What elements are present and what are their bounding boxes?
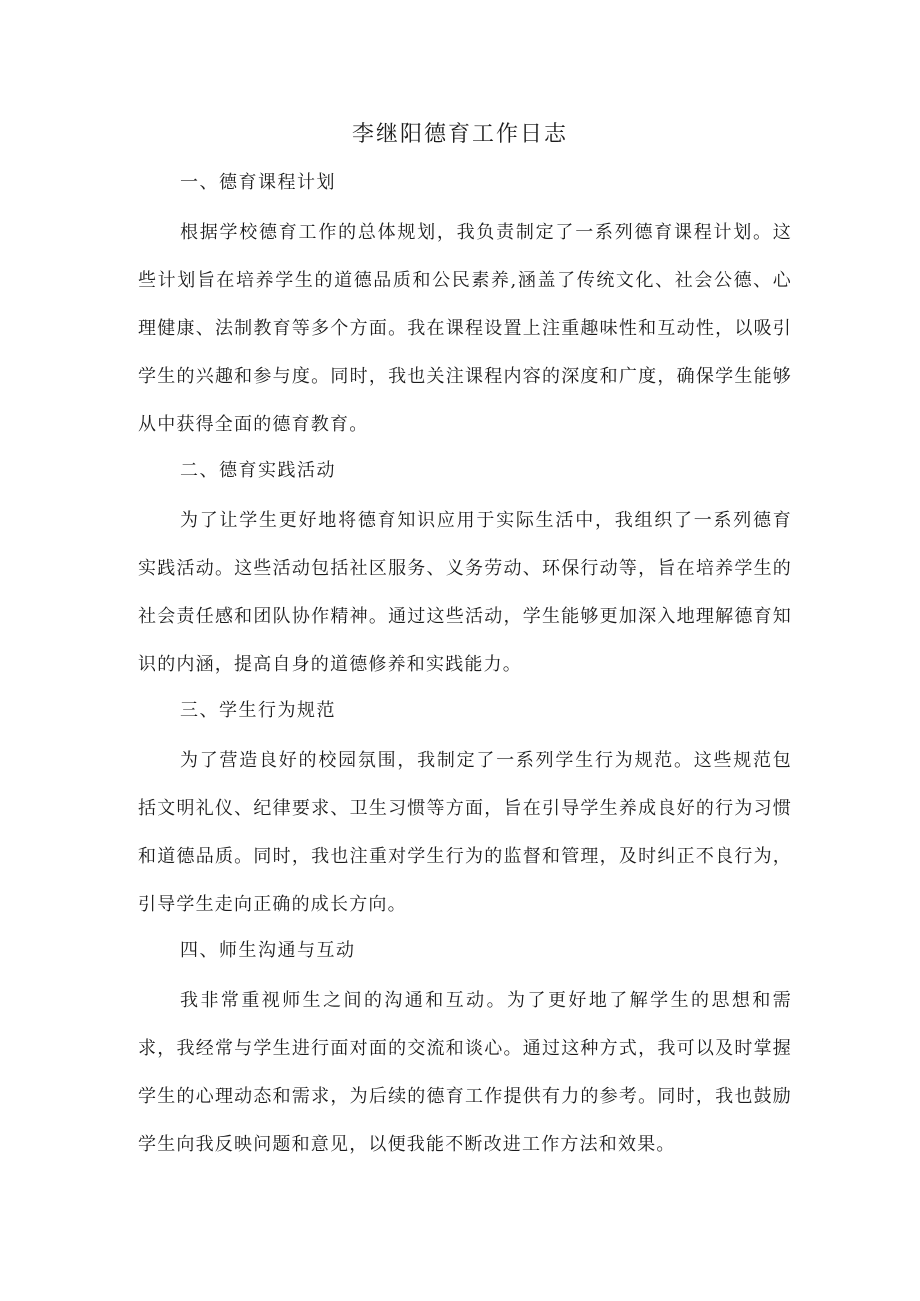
section-heading-4: 四、师生沟通与互动 [180,940,356,961]
page-title: 李继阳德育工作日志 [351,122,568,147]
section-paragraph-4: 我非常重视师生之间的沟通和互动。为了更好地了解学生的思想和需求，我经常与学生进行面对面的交流和谈心。通过这种方式，我可以及时掌握学生的心理动态和需求，为后续的德育工作提供有力的参考。同时，我也鼓励学生向我反映问题和意见，以便我能不断改进工作方法和效果。 [138,990,792,1155]
section-paragraph-2: 为了让学生更好地将德育知识应用于实际生活中，我组织了一系列德育实践活动。这些活动包括社区服务、义务劳动、环保行动等，旨在培养学生的社会责任感和团队协作精神。通过这些活动，学生能够更加深入地理解德育知识的内涵，提高自身的道德修养和实践能力。 [138,510,792,675]
section-heading-1: 一、德育课程计划 [180,172,336,193]
section-paragraph-1: 根据学校德育工作的总体规划，我负责制定了一系列德育课程计划。这些计划旨在培养学生的道德品质和公民素养,涵盖了传统文化、社会公德、心理健康、法制教育等多个方面。我在课程设置上注重趣味性和互动性，以吸引学生的兴趣和参与度。同时，我也关注课程内容的深度和广度，确保学生能够从中获得全面的德育教育。 [138,222,792,435]
section-paragraph-3: 为了营造良好的校园氛围，我制定了一系列学生行为规范。这些规范包括文明礼仪、纪律要求、卫生习惯等方面，旨在引导学生养成良好的行为习惯和道德品质。同时，我也注重对学生行为的监督和管理，及时纠正不良行为，引导学生走向正确的成长方向。 [138,750,792,915]
section-heading-2: 二、德育实践活动 [180,460,336,481]
section-heading-3: 三、学生行为规范 [180,700,336,721]
